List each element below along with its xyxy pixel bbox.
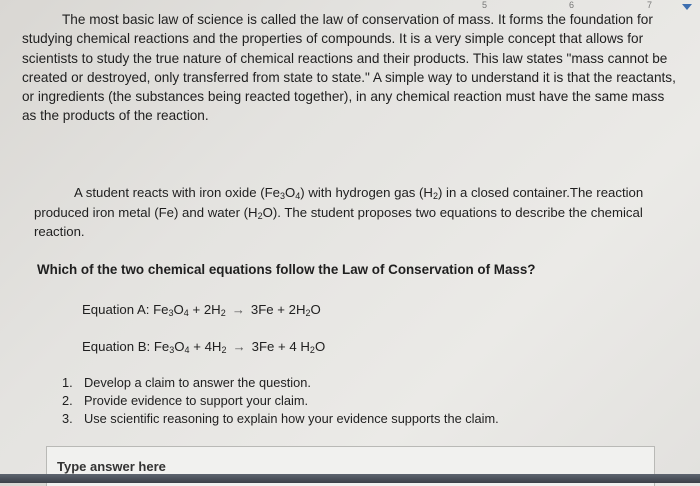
equation-b: Equation B: $Fe_3O_4 + 4H_2 \to 3Fe + 4$ $H_2O$ (82, 339, 326, 355)
reaction-arrow-icon: → (231, 302, 245, 317)
dropdown-arrow-icon[interactable] (682, 4, 692, 10)
answer-placeholder: Type answer here (57, 459, 166, 474)
page-mark-5: 5 (482, 0, 488, 10)
list-item: 1. Develop a claim to answer the question. (62, 375, 311, 390)
list-item: 3. Use scientific reasoning to explain how your evidence supports the claim. (62, 411, 499, 426)
page-mark-6: 6 (569, 0, 575, 10)
reaction-arrow-icon: → (232, 339, 246, 354)
question-heading: Which of the two chemical equations follow the Law of Conservation of Mass? (37, 262, 536, 277)
list-item: 2. Provide evidence to support your claim. (62, 393, 309, 408)
device-bezel (0, 474, 700, 483)
equation-a: Equation A: $Fe_3O_4 + 2H_2 \to 3Fe + 2H_2O$ (82, 302, 321, 318)
scenario-paragraph: A student reacts with iron oxide $(Fe_3O_4)$ with hydrogen gas $(H_2)$ in a closed container.The reaction produced iron metal (Fe) and water $(H_2O)$. The student proposes two equations to describe the chemical reaction. (34, 185, 644, 239)
intro-paragraph: The most basic law of science is called the law of conservation of mass. It forms the foundation for studying chemical reactions and the properties of compounds. It is a very simple concept that allows for scientists to study the true nature of chemical reactions and their products. This law states "mass cannot be created or destroyed, only transferred from state to state." A simple way to understand it is that the reactants, or ingredients (the substances being reacted together), in any chemical reaction must have the same mass as the products of the reaction. (22, 12, 676, 124)
task-list (62, 374, 499, 428)
page-mark-7: 7 (647, 0, 653, 10)
